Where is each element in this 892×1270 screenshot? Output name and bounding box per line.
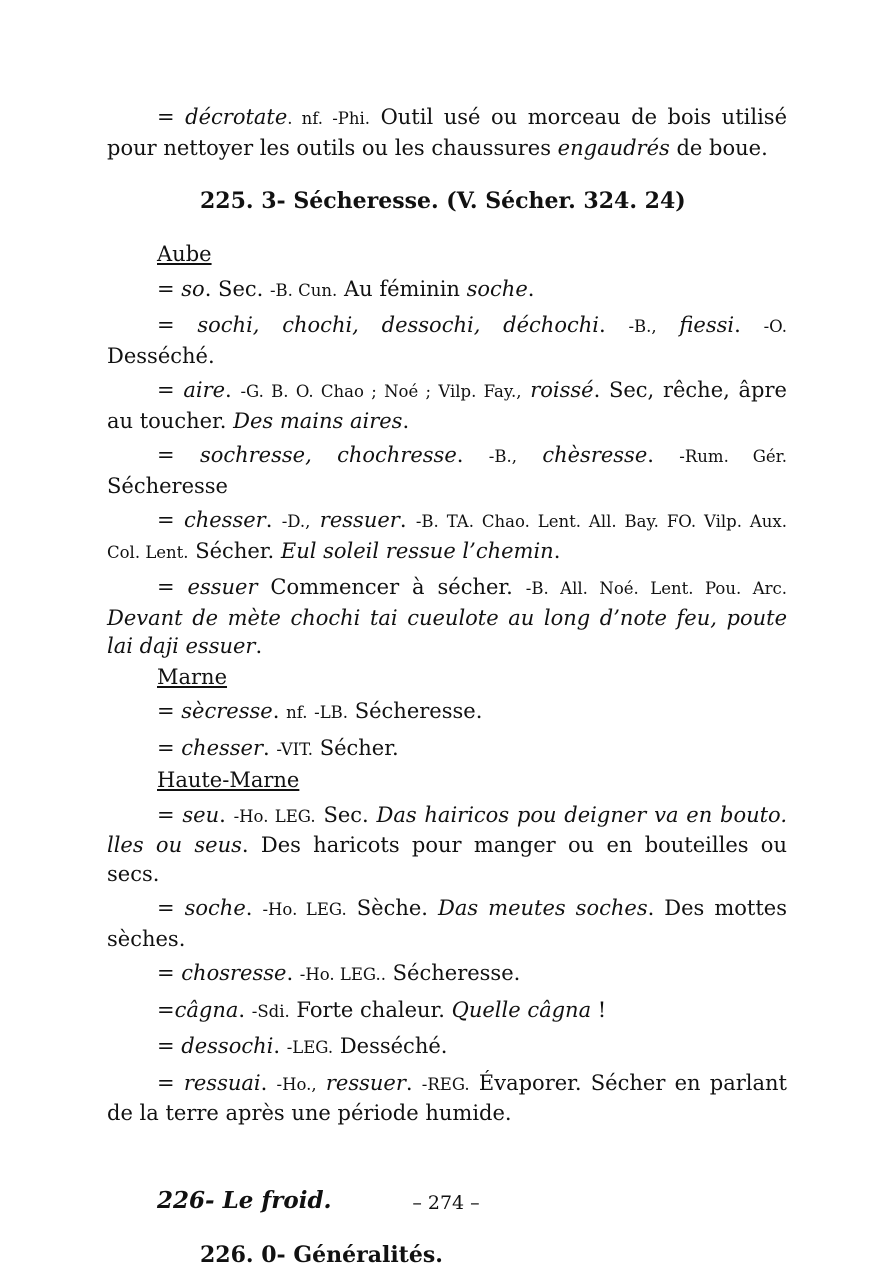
region-heading-haute-marne: Haute-Marne	[157, 768, 300, 792]
entry-aire: = aire. -G. B. O. Chao ; Noé ; Vilp. Fay., roissé. Sec, rêche, âpre au toucher. Des mains aires.	[107, 378, 787, 433]
entry-ressuai: = ressuai. -Ho., ressuer. -REG. Évaporer. Sécher en parlant de la terre après une période humide.	[107, 1070, 787, 1125]
region-heading-aube: Aube	[157, 242, 212, 266]
entry-chesser-aube: = chesser. -D., ressuer. -B. TA. Chao. Lent. All. Bay. FO. Vilp. Aux. Col. Lent. Sécher. Eul soleil ressue l’chemin.	[107, 508, 787, 563]
section-heading-226-0: 226. 0- Généralités.	[200, 1241, 443, 1268]
entry-dessochi: = dessochi. -LEG. Desséché.	[157, 1034, 448, 1058]
entry-essuer: = essuer Commencer à sécher. -B. All. Noé. Lent. Pou. Arc. Devant de mète chochi tai cueulote au long d’note feu, poute lai daji essuer.	[107, 575, 787, 658]
entry-so: = so. Sec. -B. Cun. Au féminin soche.	[157, 276, 535, 301]
entry-chosresse: = chosresse. -Ho. LEG.. Sécheresse.	[157, 961, 521, 985]
page-number: – 274 –	[412, 1192, 480, 1214]
entry-soche: = soche. -Ho. LEG. Sèche. Das meutes soches. Des mottes sèches.	[107, 896, 787, 951]
entry-secresse: = sècresse. nf. -LB. Sécheresse.	[157, 699, 483, 723]
entry-seu: = seu. -Ho. LEG. Sec. Das hairicos pou deigner va en bouto. lles ou seus. Des haricots pour manger ou en bouteilles ou secs.	[107, 802, 787, 886]
page-body	[107, 103, 787, 1270]
entry-decrotate: = décrotate. nf. -Phi. Outil usé ou morceau de bois utilisé pour nettoyer les outils ou les chaussures engaudrés de boue.	[107, 105, 787, 160]
entry-cagna: =câgna. -Sdi. Forte chaleur. Quelle câgna !	[157, 997, 607, 1022]
entry-sochresse: = sochresse, chochresse. -B., chèsresse. -Rum. Gér. Sécheresse	[107, 443, 787, 498]
section-heading-225-3: 225. 3- Sécheresse. (V. Sécher. 324. 24)	[200, 188, 686, 214]
chapter-heading-226: 226- Le froid.	[157, 1186, 332, 1214]
entry-sochi: = sochi, chochi, dessochi, déchochi. -B., fiessi. -O. Desséché.	[107, 313, 787, 368]
entry-chesser-marne: = chesser. -VIT. Sécher.	[157, 735, 399, 760]
region-heading-marne: Marne	[157, 664, 228, 689]
